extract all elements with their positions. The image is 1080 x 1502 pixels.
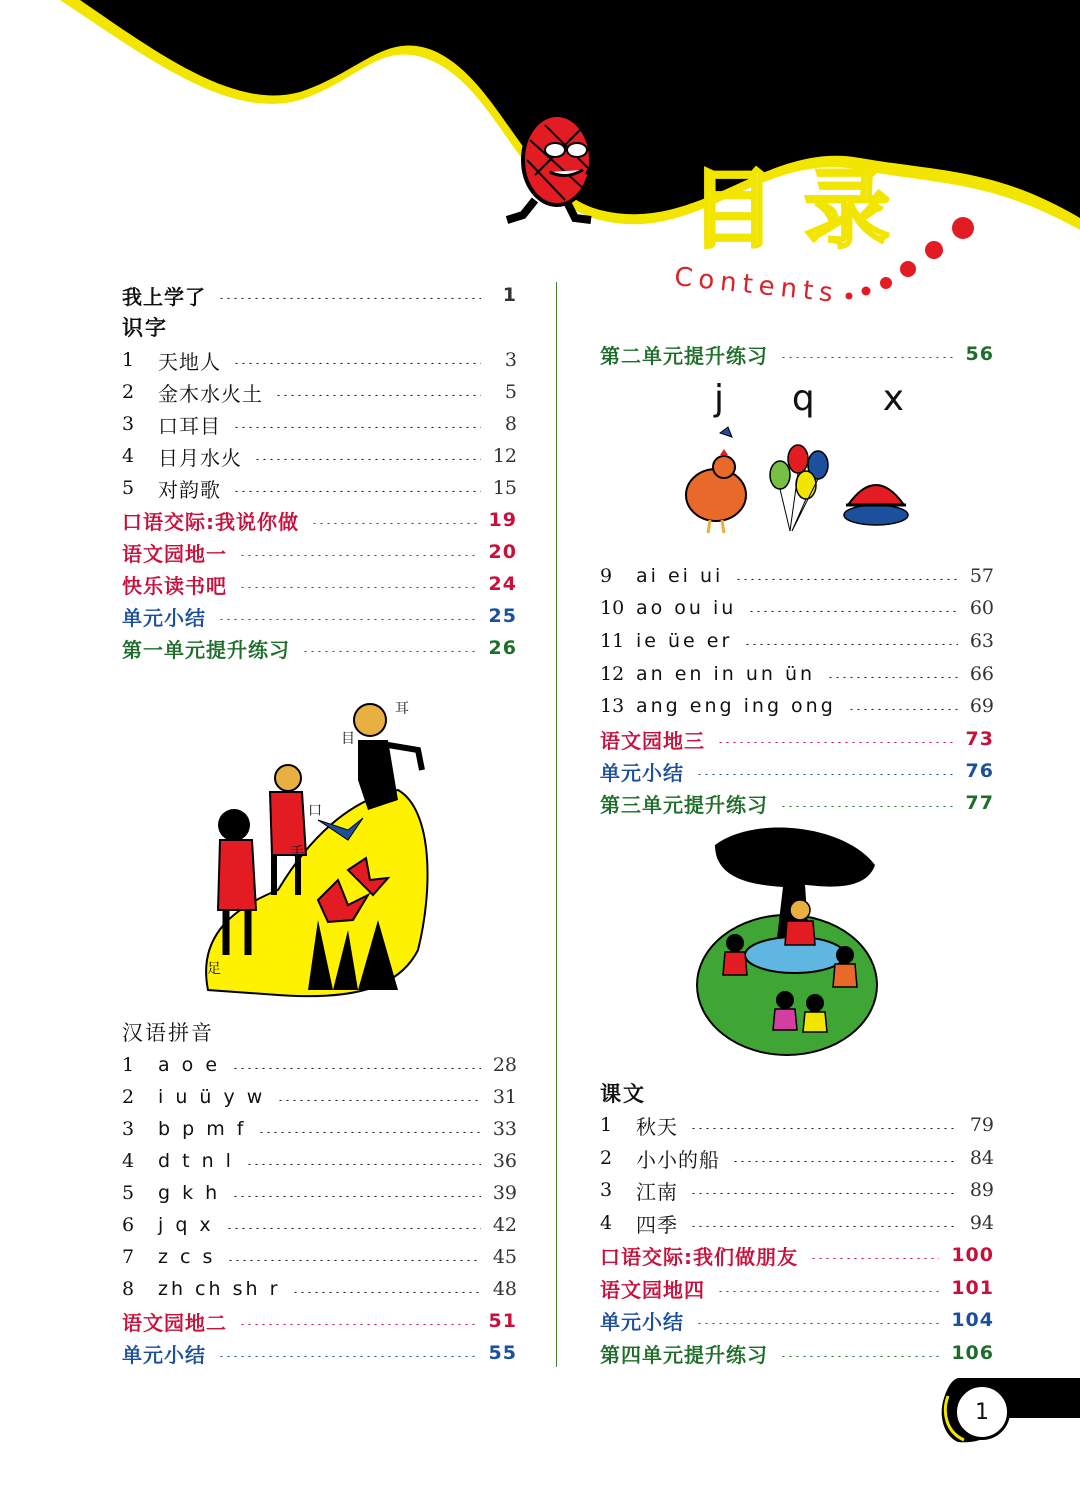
- toc-row-unit-summary[interactable]: 单元小结 104: [600, 1309, 994, 1334]
- toc-row-unit-practice[interactable]: 第四单元提升练习 106: [600, 1342, 994, 1367]
- toc-row[interactable]: 5 对韵歌 15: [122, 477, 517, 502]
- toc-row-unit-practice[interactable]: 第一单元提升练习 26: [122, 637, 517, 662]
- toc-row[interactable]: 1 秋天 79: [600, 1114, 994, 1139]
- toc-row[interactable]: 3 b p m f 33: [122, 1118, 517, 1140]
- toc-row[interactable]: 2 i u ü y w 31: [122, 1086, 517, 1108]
- children-flowers-illustration: [198, 690, 438, 1010]
- label-eye: 目: [341, 731, 355, 747]
- toc-row[interactable]: 2 金木水火土 5: [122, 381, 517, 406]
- toc-row[interactable]: 3 江南 89: [600, 1179, 994, 1204]
- chicken-balloons-watermelon-illustration: [680, 425, 915, 537]
- toc-row-unit-summary[interactable]: 单元小结 76: [600, 760, 994, 785]
- pinyin-letter-x: x: [882, 378, 904, 419]
- toc-row[interactable]: 4 四季 94: [600, 1212, 994, 1237]
- toc-row-oral-communication[interactable]: 口语交际:我说你做 19: [122, 509, 517, 534]
- toc-row[interactable]: 10 ao ou iu 60: [600, 597, 994, 619]
- toc-row[interactable]: 13 ang eng ing ong 69: [600, 695, 994, 717]
- toc-row-wo-shang-xue-le[interactable]: 我上学了 1: [122, 284, 517, 309]
- section-heading-pinyin: 汉语拼音: [122, 1021, 214, 1045]
- toc-row[interactable]: 1 天地人 3: [122, 349, 517, 374]
- toc-row-unit-summary[interactable]: 单元小结 25: [122, 605, 517, 630]
- toc-row[interactable]: 4 d t n l 36: [122, 1150, 517, 1172]
- toc-row[interactable]: 11 ie üe er 63: [600, 630, 994, 652]
- toc-row[interactable]: 5 g k h 39: [122, 1182, 517, 1204]
- toc-row-unit-practice[interactable]: 第三单元提升练习 77: [600, 792, 994, 817]
- toc-row[interactable]: 8 zh ch sh r 48: [122, 1278, 517, 1300]
- pinyin-letters-jqx: [714, 378, 904, 419]
- tree-children-illustration: [695, 825, 885, 1060]
- toc-row-unit-practice[interactable]: 第二单元提升练习 56: [600, 343, 994, 368]
- pinyin-letter-q: q: [791, 378, 815, 419]
- page-number: 1: [954, 1384, 1010, 1440]
- toc-row[interactable]: 1 a o e 28: [122, 1054, 517, 1076]
- page-number-tab: [938, 1376, 1080, 1446]
- toc-row[interactable]: 7 z c s 45: [122, 1246, 517, 1268]
- pineapple-mascot-icon: [495, 80, 675, 230]
- toc-row[interactable]: 6 j q x 42: [122, 1214, 517, 1236]
- toc-row-language-garden[interactable]: 语文园地三 73: [600, 728, 994, 753]
- label-ear: 耳: [395, 701, 409, 717]
- toc-row[interactable]: 4 日月水火 12: [122, 445, 517, 470]
- toc-row-language-garden[interactable]: 语文园地一 20: [122, 541, 517, 566]
- toc-row[interactable]: 3 口耳目 8: [122, 413, 517, 438]
- label-foot: 足: [207, 961, 221, 977]
- toc-row-oral-communication[interactable]: 口语交际:我们做朋友 100: [600, 1244, 994, 1269]
- toc-row-unit-summary[interactable]: 单元小结 55: [122, 1342, 517, 1367]
- column-divider: [556, 282, 557, 1367]
- contents-subtitle: Contents: [672, 262, 841, 310]
- label-hand: 手: [290, 845, 304, 861]
- label-mouth: 口: [308, 803, 322, 819]
- page-title: 目录: [690, 160, 918, 260]
- section-heading-shi-zi: 识字: [122, 316, 168, 340]
- toc-row[interactable]: 2 小小的船 84: [600, 1147, 994, 1172]
- toc-row-language-garden[interactable]: 语文园地四 101: [600, 1277, 994, 1302]
- toc-row[interactable]: 9 ai ei ui 57: [600, 565, 994, 587]
- section-heading-ke-wen: 课文: [600, 1082, 646, 1106]
- pinyin-letter-j: j: [714, 378, 725, 419]
- toc-row-happy-reading[interactable]: 快乐读书吧 24: [122, 573, 517, 598]
- toc-row[interactable]: 12 an en in un ün 66: [600, 663, 994, 685]
- toc-row-language-garden[interactable]: 语文园地二 51: [122, 1310, 517, 1335]
